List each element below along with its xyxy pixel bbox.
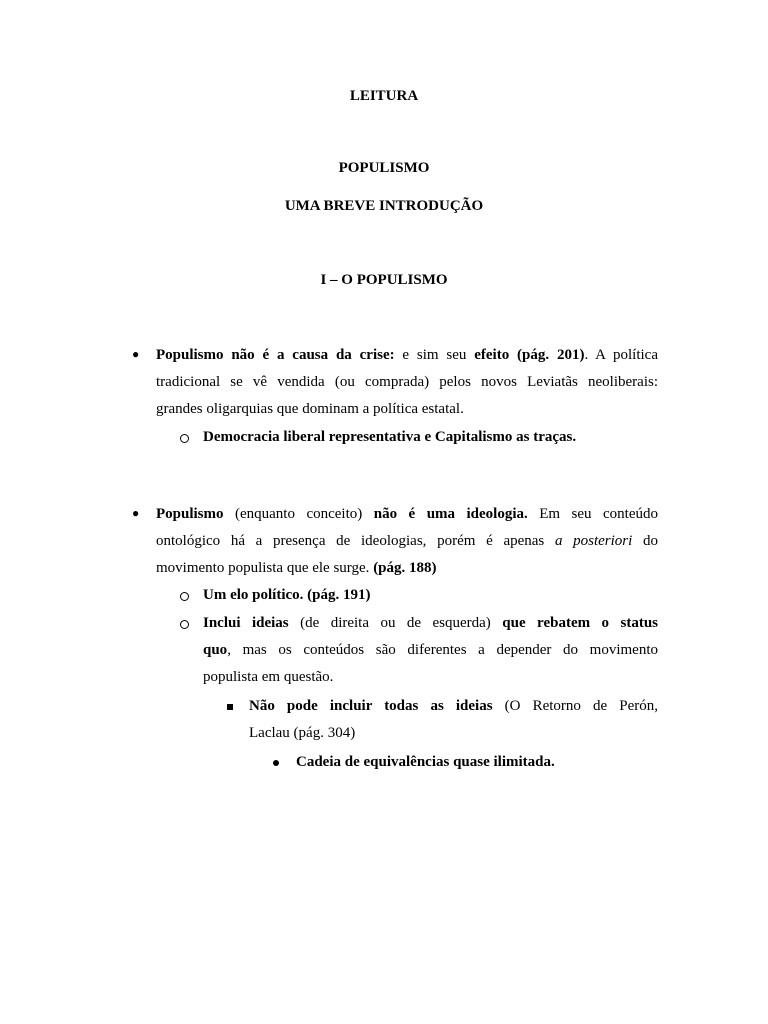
item2-subsub-line2: Laclau (pág. 304) xyxy=(249,725,356,741)
section-heading: I – O POPULISMO xyxy=(320,272,448,288)
square-bullet-icon xyxy=(227,704,233,710)
leitura-heading: LEITURA xyxy=(349,88,419,104)
document-title: POPULISMO xyxy=(338,160,430,176)
document-subtitle: UMA BREVE INTRODUÇÃO xyxy=(284,198,484,214)
item2-line1: Populismo (enquanto conceito) não é uma ideologia. Em seu conteúdo xyxy=(156,506,659,522)
item2-sub2-line2: quo, mas os conteúdos são diferentes a depender do movimento xyxy=(203,642,658,658)
item2-line3: movimento populista que ele surge. (pág. 188) xyxy=(156,560,437,576)
bullet-icon: ● xyxy=(132,347,140,361)
item1-sub: Democracia liberal representativa e Capitalismo as traças. xyxy=(203,429,577,445)
item2-sub2-line3: populista em questão. xyxy=(203,669,334,685)
circle-bullet-icon xyxy=(180,434,189,443)
item1-line1: Populismo não é a causa da crise: e sim seu efeito (pág. 201). A política xyxy=(156,347,658,363)
bullet-icon: ● xyxy=(132,506,140,520)
dot-bullet-icon xyxy=(273,760,279,766)
circle-bullet-icon xyxy=(180,620,189,629)
item1-line2: tradicional se vê vendida (ou comprada) pelos novos Leviatãs neoliberais: xyxy=(156,374,658,390)
item2-subsub-line1: Não pode incluir todas as ideias (O Retorno de Perón, xyxy=(249,698,658,714)
item2-sub1: Um elo político. (pág. 191) xyxy=(203,587,371,603)
circle-bullet-icon xyxy=(180,592,189,601)
item2-sub2-line1: Inclui ideias (de direita ou de esquerda) que rebatem o status xyxy=(203,615,658,631)
item2-subsubsub: Cadeia de equivalências quase ilimitada. xyxy=(296,754,555,770)
item2-line2: ontológico há a presença de ideologias, porém é apenas a posteriori do xyxy=(156,533,658,549)
item1-line3: grandes oligarquias que dominam a política estatal. xyxy=(156,401,464,417)
